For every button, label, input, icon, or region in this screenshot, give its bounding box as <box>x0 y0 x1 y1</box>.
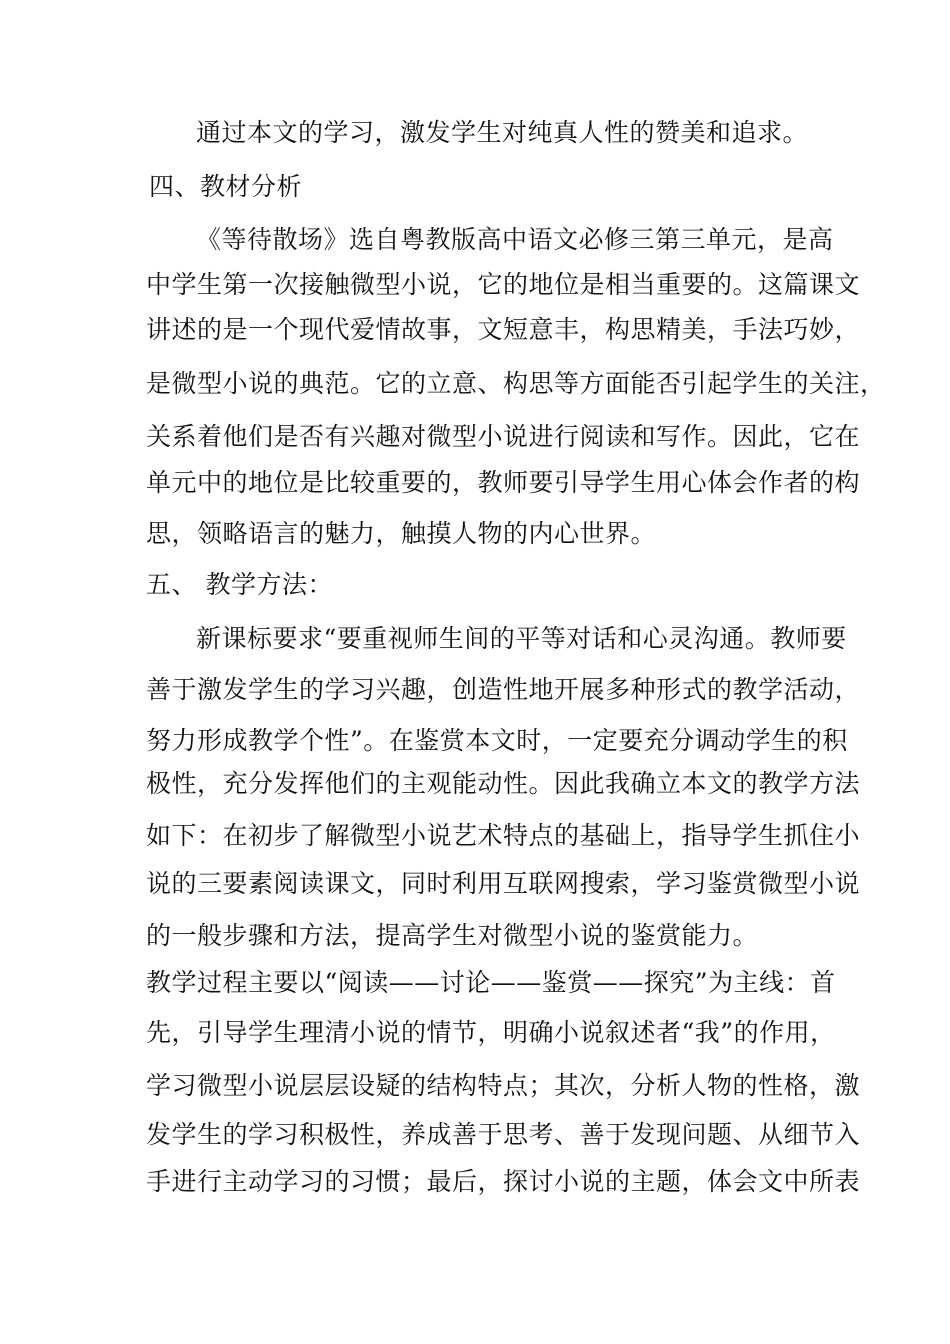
paragraph-line: 关系着他们是否有兴趣对微型小说进行阅读和写作。因此，它在 <box>146 422 861 451</box>
paragraph-line: 的一般步骤和方法，提高学生对微型小说的鉴赏能力。 <box>146 921 759 950</box>
section-heading-textbook-analysis: 四、教材分析 <box>149 172 303 201</box>
paragraph-line: 极性，充分发挥他们的主观能动性。因此我确立本文的教学方法 <box>146 769 861 798</box>
paragraph-line: 单元中的地位是比较重要的，教师要引导学生用心体会作者的构 <box>146 468 861 497</box>
paragraph-line: 新课标要求“要重视师生间的平等对话和心灵沟通。教师要 <box>196 624 847 653</box>
paragraph-line: 讲述的是一个现代爱情故事，文短意丰，构思精美，手法巧妙， <box>146 315 861 344</box>
paragraph-line: 先，引导学生理清小说的情节，明确小说叙述者“我”的作用， <box>146 1018 836 1047</box>
paragraph-line: 努力形成教学个性”。在鉴赏本文时，一定要充分调动学生的积 <box>146 726 848 755</box>
paragraph-line: 手进行主动学习的习惯；最后，探讨小说的主题，体会文中所表 <box>146 1167 861 1196</box>
paragraph-goal: 通过本文的学习，激发学生对纯真人性的赞美和追求。 <box>196 118 809 147</box>
paragraph-line: 发学生的学习积极性，养成善于思考、善于发现问题、从细节入 <box>146 1120 861 1149</box>
paragraph-line: 善于激发学生的学习兴趣，创造性地开展多种形式的教学活动， <box>146 675 861 704</box>
paragraph-line: 学习微型小说层层设疑的结构特点；其次，分析人物的性格，激 <box>146 1071 861 1100</box>
paragraph-line: 如下：在初步了解微型小说艺术特点的基础上，指导学生抓住小 <box>146 821 861 850</box>
paragraph-line: 教学过程主要以“阅读——讨论——鉴赏——探究”为主线：首 <box>146 968 836 997</box>
paragraph-line: 是微型小说的典范。它的立意、构思等方面能否引起学生的关注， <box>146 369 886 398</box>
paragraph-line: 《等待散场》选自粤教版高中语文必修三第三单元，是高 <box>196 225 834 254</box>
paragraph-line: 中学生第一次接触微型小说，它的地位是相当重要的。这篇课文 <box>146 270 861 299</box>
paragraph-line: 说的三要素阅读课文，同时利用互联网搜索，学习鉴赏微型小说 <box>146 869 861 898</box>
section-heading-teaching-method: 五、 教学方法： <box>146 570 333 599</box>
paragraph-line: 思，领略语言的魅力，触摸人物的内心世界。 <box>146 519 657 548</box>
